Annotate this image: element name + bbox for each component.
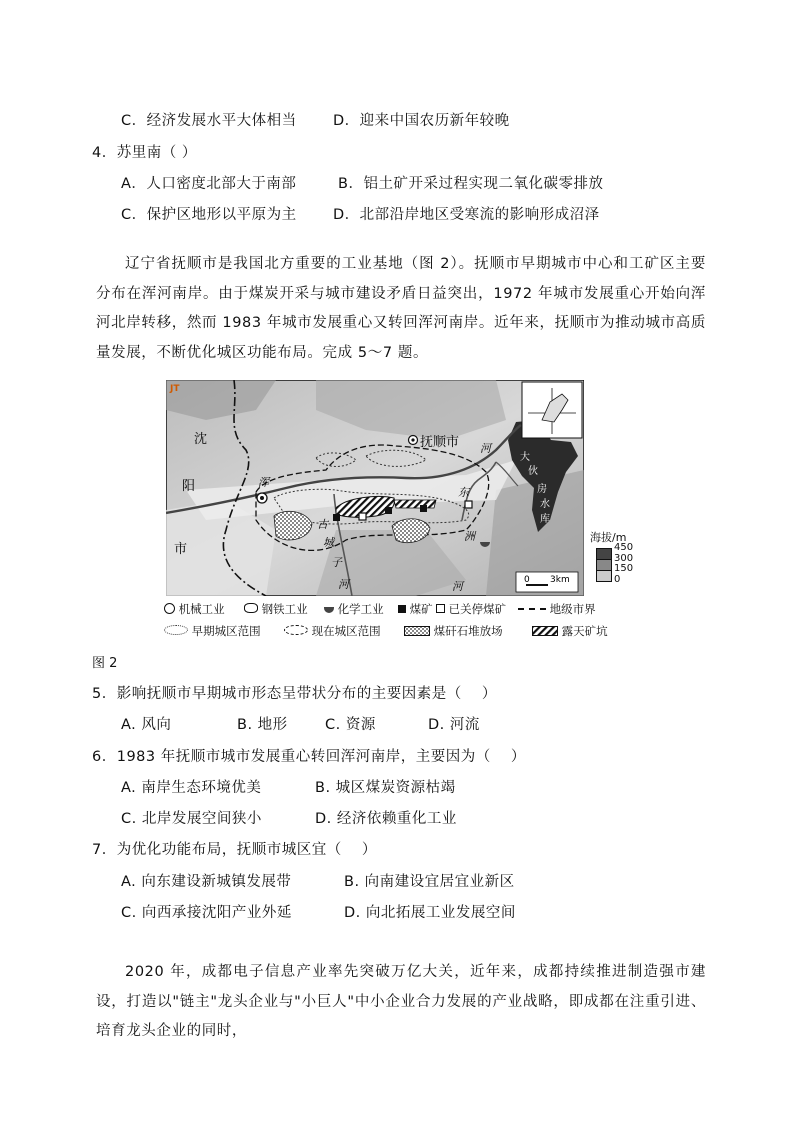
legend-gangue: 煤矸石堆放场 [404, 623, 503, 639]
machinery-legend-icon [164, 603, 175, 614]
label-he1: 河 [480, 442, 491, 455]
passage-fushun [96, 250, 706, 368]
label-huo: 伙 [528, 466, 538, 477]
label-gu: 古 [317, 518, 328, 531]
coal-mine-1 [333, 514, 340, 521]
legend-early-city: 早期城区范围 [164, 623, 261, 639]
legend-closed-mine: 已关停煤矿 [436, 601, 506, 617]
q7-option-b: B. 向南建设宜居宜业新区 [344, 874, 515, 890]
inset-locator-map [522, 382, 582, 438]
q6-stem: 6．1983 年抚顺市城市发展重心转回浑河南岸，主要因为（ ） [92, 749, 526, 765]
q4-option-c: C．保护区地形以平原为主 [121, 207, 297, 223]
q3-option-d: D．迎来中国农历新年较晚 [333, 113, 510, 129]
q5-option-c: C. 资源 [325, 717, 376, 733]
q7-stem: 7．为优化功能布局，抚顺市城区宜（ ） [92, 842, 377, 858]
label-hun: 浑 [258, 476, 269, 489]
current-city-legend-icon [284, 625, 308, 635]
svg-text:JT: JT [170, 384, 180, 394]
q6-option-b: B. 城区煤炭资源枯竭 [315, 780, 456, 796]
legend-boundary: 地级市界 [518, 601, 596, 617]
elev-swatch-2 [596, 560, 612, 571]
elev-swatch-3 [596, 571, 612, 582]
label-shui: 水 [540, 499, 550, 510]
passage-chengdu-text: 2020 年，成都电子信息产业率先突破万亿大关，近年来，成都持续推进制造强市建设，打造以"链主"龙头企业与"小巨人"中小企业合力发展的产业战略，即成都在注重引进、培育龙头企业的同时， [96, 964, 706, 1039]
label-dong: 东 [458, 486, 469, 499]
label-fang: 房 [537, 484, 547, 495]
label-fushun: 抚顺市 [420, 435, 460, 450]
label-shen: 沈 [194, 432, 208, 447]
closed-mine-1 [359, 513, 366, 520]
label-ku: 库 [540, 514, 550, 525]
gangue-legend-icon [404, 626, 430, 636]
q5-option-a: A. 风向 [121, 717, 172, 733]
elev-0: 0 [614, 573, 621, 585]
q7-option-d: D. 向北拓展工业发展空间 [344, 905, 516, 921]
label-cheng: 城 [323, 536, 334, 549]
label-zi: 子 [331, 556, 342, 569]
closed-mine-2 [465, 501, 472, 508]
label-da: 大 [520, 452, 530, 463]
figure-label: 图 2 [92, 656, 118, 671]
q6-option-a: A. 南岸生态环境优美 [121, 780, 262, 796]
city-center-icon [409, 436, 418, 445]
scale-zero: 0 [524, 575, 530, 585]
fushun-map [166, 380, 584, 596]
label-he2: 河 [338, 578, 349, 591]
q4-option-a: A．人口密度北部大于南部 [121, 176, 297, 192]
legend-machinery: 机械工业 [164, 601, 225, 617]
coal-mine-legend-icon [398, 605, 406, 613]
open-pit-east [394, 500, 436, 508]
machinery-icon [257, 493, 267, 503]
legend-steel: 钢铁工业 [244, 601, 308, 617]
map-legend-row1 [164, 601, 644, 617]
passage-fushun-text: 辽宁省抚顺市是我国北方重要的工业基地（图 2）。抚顺市早期城市中心和工矿区主要分布在浑河南岸。由于煤炭开采与城市建设矛盾日益突出，1972 年城市发展重心开始向浑河北岸转移，然而 1983 年城市发展重心又转回浑河南岸。近年来，抚顺市为推动城市高质量发展，不断优化城区功能布局。完成 5～7 题。 [96, 256, 706, 361]
scale-bar [516, 572, 578, 592]
boundary-legend-icon [518, 608, 546, 610]
early-city-legend-icon [164, 625, 188, 635]
q6-option-c: C. 北岸发展空间狭小 [121, 811, 262, 827]
scale-km: 3km [550, 575, 570, 585]
legend-open-pit: 露天矿坑 [532, 623, 608, 639]
open-pit-legend-icon [532, 626, 558, 636]
label-zhou: 洲 [464, 530, 475, 543]
elev-450: 450 [614, 542, 634, 553]
passage-chengdu [96, 958, 706, 1047]
q5-option-d: D. 河流 [428, 717, 480, 733]
q3-option-c: C．经济发展水平大体相当 [121, 113, 297, 129]
q5-option-b: B. 地形 [237, 717, 288, 733]
coal-mine-3 [420, 505, 427, 512]
elev-300: 300 [614, 552, 634, 564]
legend-coal-mine: 煤矿 [398, 601, 433, 617]
q4-option-d: D．北部沿岸地区受寒流的影响形成沼泽 [333, 207, 600, 223]
label-he3: 河 [452, 580, 463, 593]
closed-mine-legend-icon [436, 604, 445, 613]
legend-current-city: 现在城区范围 [284, 623, 381, 639]
coal-mine-2 [385, 507, 392, 514]
q7-option-a: A. 向东建设新城镇发展带 [121, 874, 292, 890]
elev-swatch-1 [596, 548, 612, 560]
map-legend-row2 [164, 623, 644, 639]
chemical-legend-icon [324, 607, 334, 613]
elevation-title: 海拔/m [590, 531, 627, 544]
q4-stem: 4．苏里南（ ） [92, 145, 197, 161]
steel-legend-icon [244, 603, 258, 613]
q7-option-c: C. 向西承接沈阳产业外延 [121, 905, 292, 921]
elevation-values [614, 543, 633, 585]
label-shi: 市 [174, 542, 188, 557]
q5-stem: 5．影响抚顺市早期城市形态呈带状分布的主要因素是（ ） [92, 686, 497, 702]
q6-option-d: D. 经济依赖重化工业 [315, 811, 457, 827]
label-yang: 阳 [182, 479, 196, 494]
elev-150: 150 [614, 563, 634, 574]
elevation-legend [596, 548, 612, 582]
legend-chemical: 化学工业 [324, 601, 384, 617]
q4-option-b: B．铝土矿开采过程实现二氧化碳零排放 [338, 176, 604, 192]
